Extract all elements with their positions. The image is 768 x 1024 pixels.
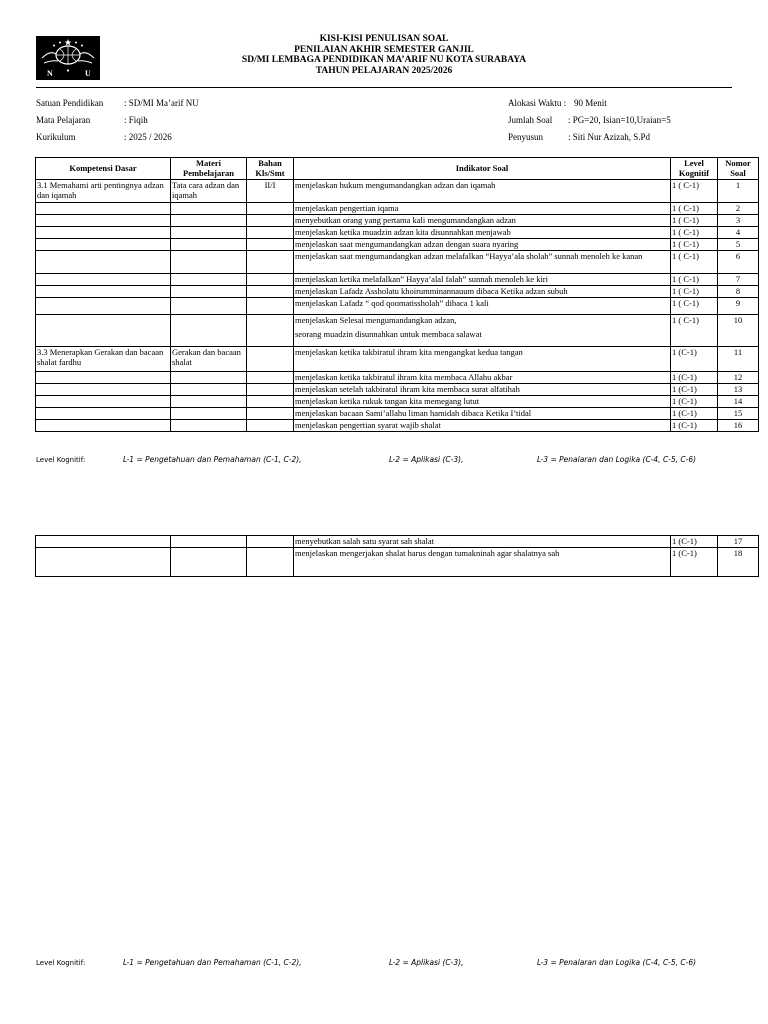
cell-indikator: menjelaskan bacaan Sami’allahu liman hamidah dibaca Ketika I’tidal bbox=[294, 408, 671, 420]
table-row bbox=[36, 203, 759, 215]
meta-row-alokasi bbox=[508, 95, 671, 112]
cell-materi bbox=[171, 274, 247, 286]
cell-materi bbox=[171, 548, 247, 577]
cell-nomor: 18 bbox=[718, 548, 759, 577]
table-row bbox=[36, 396, 759, 408]
header-kompetensi-dasar: Kompetensi Dasar bbox=[36, 158, 171, 180]
cell-materi: Tata cara adzan dan iqamah bbox=[171, 180, 247, 203]
header-subtitle-exam: PENILAIAN AKHIR SEMESTER GANJIL bbox=[294, 44, 474, 55]
header-subtitle-institution: SD/MI LEMBAGA PENDIDIKAN MA’ARIF NU KOTA SURABAYA bbox=[241, 55, 527, 65]
cell-bahan bbox=[247, 408, 294, 420]
cell-indikator: menjelaskan Lafadz “ qod qoomatissholah” dibaca 1 kali bbox=[294, 298, 671, 315]
cell-level: 1 ( C-1) bbox=[671, 239, 718, 251]
cell-nomor: 14 bbox=[718, 396, 759, 408]
cell-materi bbox=[171, 384, 247, 396]
logo-letter-u: U bbox=[85, 69, 91, 78]
cell-nomor: 17 bbox=[718, 536, 759, 548]
meta-key: Kurikulum bbox=[36, 132, 76, 142]
table-row bbox=[36, 286, 759, 298]
table-row bbox=[36, 347, 759, 372]
table-row bbox=[36, 315, 759, 347]
table-row bbox=[36, 274, 759, 286]
cell-kd bbox=[36, 372, 171, 384]
cell-level: 1 (C-1) bbox=[671, 347, 718, 372]
cell-indikator: menjelaskan saat mengumandangkan adzan dengan suara nyaring bbox=[294, 239, 671, 251]
legend-l2: L-2 = Aplikasi (C-3), bbox=[389, 455, 464, 464]
legend-l1: L-1 = Pengetahuan dan Pemahaman (C-1, C-2), bbox=[123, 455, 302, 464]
cell-materi bbox=[171, 372, 247, 384]
indikator-line: menjelaskan Selesai mengumandangkan adzan, bbox=[295, 315, 457, 325]
cell-indikator: menjelaskan hukum mengumandangkan adzan dan iqamah bbox=[294, 180, 671, 203]
cell-indikator bbox=[294, 315, 671, 347]
cell-bahan bbox=[247, 347, 294, 372]
cell-indikator: menjelaskan ketika melafalkan” Hayya’alal falah” sunnah menoleh ke kiri bbox=[294, 274, 671, 286]
cell-indikator: menjelaskan pengertian iqama bbox=[294, 203, 671, 215]
legend-l2: L-2 = Aplikasi (C-3), bbox=[389, 958, 464, 967]
cell-nomor: 3 bbox=[718, 215, 759, 227]
cell-materi bbox=[171, 251, 247, 274]
cell-kd bbox=[36, 203, 171, 215]
logo-letter-n: N bbox=[47, 69, 53, 78]
cell-indikator: menjelaskan saat mengumandangkan adzan melafalkan “Hayya’ala sholah” sunnah menoleh ke kanan bbox=[294, 251, 671, 274]
cell-kd bbox=[36, 239, 171, 251]
cell-level: 1 ( C-1) bbox=[671, 315, 718, 347]
cell-kd bbox=[36, 408, 171, 420]
cell-materi bbox=[171, 203, 247, 215]
meta-key: Alokasi Waktu : bbox=[508, 98, 567, 108]
cell-kd bbox=[36, 286, 171, 298]
cell-nomor: 7 bbox=[718, 274, 759, 286]
cell-bahan bbox=[247, 274, 294, 286]
cell-nomor: 4 bbox=[718, 227, 759, 239]
cell-indikator: menjelaskan ketika rukuk tangan kita memegang lutut bbox=[294, 396, 671, 408]
cell-bahan bbox=[247, 548, 294, 577]
table-row bbox=[36, 548, 759, 577]
cell-nomor: 2 bbox=[718, 203, 759, 215]
meta-left bbox=[36, 95, 199, 146]
cell-kd bbox=[36, 548, 171, 577]
kisi-kisi-table-continued bbox=[35, 535, 759, 577]
meta-row-mapel bbox=[36, 112, 199, 129]
cell-bahan bbox=[247, 315, 294, 347]
cell-materi bbox=[171, 408, 247, 420]
cell-kd bbox=[36, 274, 171, 286]
cell-materi bbox=[171, 298, 247, 315]
cell-bahan bbox=[247, 286, 294, 298]
cell-indikator: menyebutkan orang yang pertama kali mengumandangkan adzan bbox=[294, 215, 671, 227]
kisi-kisi-table bbox=[35, 157, 759, 432]
legend-label: Level Kognitif: bbox=[36, 456, 86, 464]
cell-bahan bbox=[247, 239, 294, 251]
cell-indikator: menjelaskan ketika takbiratul ihram kita membaca Allahu akbar bbox=[294, 372, 671, 384]
cell-kd bbox=[36, 420, 171, 432]
cell-level: 1 (C-1) bbox=[671, 548, 718, 577]
meta-row-penyusun bbox=[508, 129, 671, 146]
cell-level: 1 (C-1) bbox=[671, 408, 718, 420]
cell-kd: 3.3 Menerapkan Gerakan dan bacaan shalat fardhu bbox=[36, 347, 171, 372]
legend-l1: L-1 = Pengetahuan dan Pemahaman (C-1, C-2), bbox=[123, 958, 302, 967]
cell-bahan bbox=[247, 536, 294, 548]
cell-level: 1 ( C-1) bbox=[671, 203, 718, 215]
cell-materi bbox=[171, 536, 247, 548]
header-materi: Materi Pembelajaran bbox=[171, 158, 247, 180]
table-row bbox=[36, 408, 759, 420]
cell-nomor: 1 bbox=[718, 180, 759, 203]
legend-l3: L-3 = Penalaran dan Logika (C-4, C-5, C-6) bbox=[537, 958, 697, 967]
cell-nomor: 12 bbox=[718, 372, 759, 384]
cell-level: 1 (C-1) bbox=[671, 384, 718, 396]
table-row bbox=[36, 536, 759, 548]
meta-key: Jumlah Soal bbox=[508, 115, 553, 125]
cell-bahan: II/I bbox=[247, 180, 294, 203]
cell-nomor: 5 bbox=[718, 239, 759, 251]
cell-level: 1 (C-1) bbox=[671, 372, 718, 384]
table-row bbox=[36, 298, 759, 315]
cell-nomor: 6 bbox=[718, 251, 759, 274]
cell-kd bbox=[36, 384, 171, 396]
cell-kd bbox=[36, 396, 171, 408]
meta-right bbox=[508, 95, 671, 146]
cell-bahan bbox=[247, 215, 294, 227]
cell-indikator: menyebutkan salah satu syarat sah shalat bbox=[294, 536, 671, 548]
cell-level: 1 ( C-1) bbox=[671, 298, 718, 315]
cell-level: 1 ( C-1) bbox=[671, 215, 718, 227]
cell-level: 1 (C-1) bbox=[671, 420, 718, 432]
legend-label: Level Kognitif: bbox=[36, 959, 86, 967]
cell-level: 1 ( C-1) bbox=[671, 286, 718, 298]
table-row bbox=[36, 251, 759, 274]
meta-value: : 2025 / 2026 bbox=[124, 132, 172, 142]
table-row bbox=[36, 227, 759, 239]
meta-key: Penyusun bbox=[508, 132, 544, 142]
cell-nomor: 8 bbox=[718, 286, 759, 298]
table-row bbox=[36, 372, 759, 384]
legend-l3: L-3 = Penalaran dan Logika (C-4, C-5, C-6) bbox=[537, 455, 697, 464]
cell-kd bbox=[36, 215, 171, 227]
header-title: KISI-KISI PENULISAN SOAL bbox=[319, 34, 449, 44]
cell-nomor: 13 bbox=[718, 384, 759, 396]
header-level: Level Kognitif bbox=[671, 158, 718, 180]
meta-row-satuan bbox=[36, 95, 199, 112]
header-bahan: Bahan Kls/Smt bbox=[247, 158, 294, 180]
cell-nomor: 9 bbox=[718, 298, 759, 315]
cell-bahan bbox=[247, 298, 294, 315]
cell-nomor: 16 bbox=[718, 420, 759, 432]
cell-indikator: menjelaskan Lafadz Assholatu khoirumminannauum dibaca Ketika adzan subuh bbox=[294, 286, 671, 298]
cell-bahan bbox=[247, 384, 294, 396]
header-divider bbox=[36, 87, 732, 88]
header-subtitle-year: TAHUN PELAJARAN 2025/2026 bbox=[315, 65, 453, 76]
cell-nomor: 11 bbox=[718, 347, 759, 372]
cell-nomor: 10 bbox=[718, 315, 759, 347]
cell-materi bbox=[171, 420, 247, 432]
cell-bahan bbox=[247, 227, 294, 239]
table-row bbox=[36, 180, 759, 203]
table-header-row bbox=[36, 158, 759, 180]
cell-kd bbox=[36, 298, 171, 315]
cell-materi bbox=[171, 286, 247, 298]
table-row bbox=[36, 215, 759, 227]
cell-materi bbox=[171, 315, 247, 347]
meta-row-jumlah bbox=[508, 112, 671, 129]
cell-kd bbox=[36, 536, 171, 548]
meta-value: : Fiqih bbox=[124, 115, 148, 125]
meta-value: : Siti Nur Azizah, S.Pd bbox=[568, 132, 651, 142]
cell-materi bbox=[171, 239, 247, 251]
header-indikator: Indikator Soal bbox=[294, 158, 671, 180]
meta-key: Mata Pelajaran bbox=[36, 115, 91, 125]
meta-value: : SD/MI Ma’arif NU bbox=[124, 98, 199, 108]
cell-kd bbox=[36, 251, 171, 274]
table-row bbox=[36, 384, 759, 396]
cell-bahan bbox=[247, 396, 294, 408]
cell-indikator: menjelaskan ketika muadzin adzan kita disunnahkan menjawab bbox=[294, 227, 671, 239]
cell-kd bbox=[36, 227, 171, 239]
cell-bahan bbox=[247, 203, 294, 215]
cell-bahan bbox=[247, 251, 294, 274]
cell-level: 1 (C-1) bbox=[671, 536, 718, 548]
cell-level: 1 ( C-1) bbox=[671, 274, 718, 286]
cell-bahan bbox=[247, 420, 294, 432]
cell-level: 1 ( C-1) bbox=[671, 251, 718, 274]
cell-indikator: menjelaskan pengertian syarat wajib shalat bbox=[294, 420, 671, 432]
table-row bbox=[36, 420, 759, 432]
meta-value: : PG=20, Isian=10,Uraian=5 bbox=[568, 115, 671, 125]
cell-indikator: menjelaskan mengerjakan shalat harus dengan tumakninah agar shalatnya sah bbox=[294, 548, 671, 577]
cell-level: 1 (C-1) bbox=[671, 396, 718, 408]
cell-level: 1 ( C-1) bbox=[671, 227, 718, 239]
cell-materi bbox=[171, 215, 247, 227]
cell-kd bbox=[36, 315, 171, 347]
cell-indikator: menjelaskan setelah takbiratul ihram kita membaca surat alfatihah bbox=[294, 384, 671, 396]
cell-kd: 3.1 Memahami arti pentingnya adzan dan iqamah bbox=[36, 180, 171, 203]
cell-materi bbox=[171, 396, 247, 408]
table-row bbox=[36, 239, 759, 251]
cell-nomor: 15 bbox=[718, 408, 759, 420]
cell-bahan bbox=[247, 372, 294, 384]
cell-indikator: menjelaskan ketika takbiratul ihram kita mengangkat kedua tangan bbox=[294, 347, 671, 372]
document-header bbox=[0, 34, 768, 76]
cell-materi bbox=[171, 227, 247, 239]
header-nomor: Nomor Soal bbox=[718, 158, 759, 180]
indikator-line: seorang muadzin disunnahkan untuk membaca salawat bbox=[295, 329, 482, 339]
meta-row-kurikulum bbox=[36, 129, 199, 146]
meta-value: 90 Menit bbox=[574, 98, 607, 108]
cell-level: 1 ( C-1) bbox=[671, 180, 718, 203]
cell-materi: Gerakan dan bacaan shalat bbox=[171, 347, 247, 372]
meta-key: Satuan Pendidikan bbox=[36, 98, 104, 108]
